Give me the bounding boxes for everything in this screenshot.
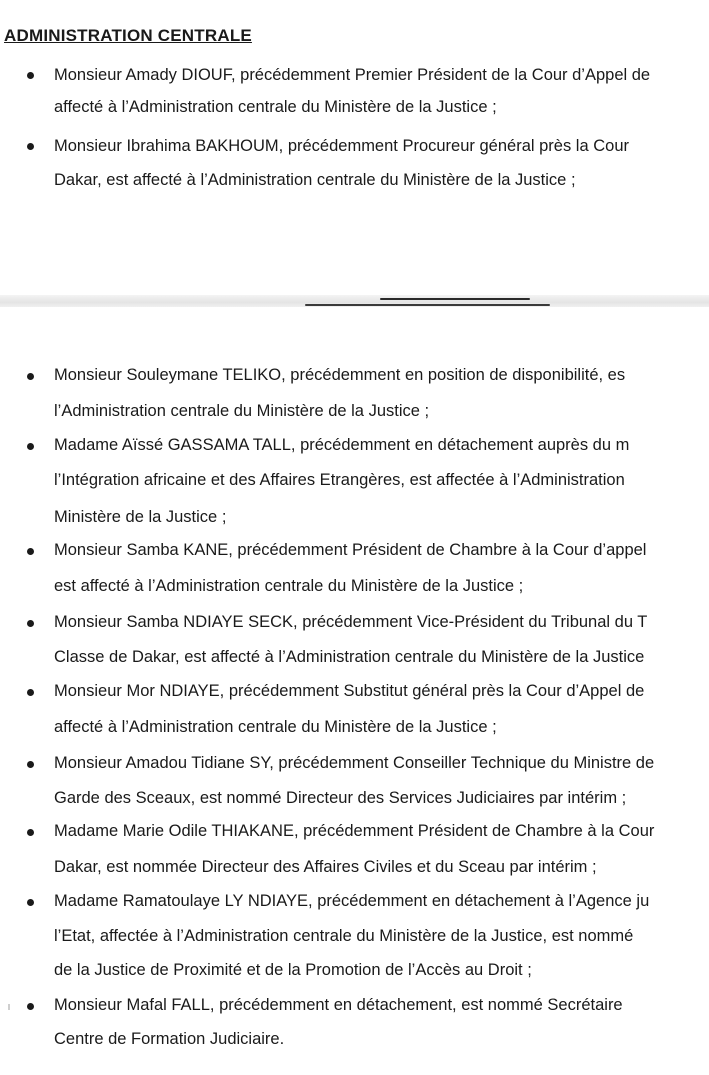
- item-line: Dakar, est nommée Directeur des Affaires Civiles et du Sceau par intérim ;: [54, 858, 597, 876]
- bullet-icon: [27, 899, 34, 906]
- list-item: [0, 612, 709, 672]
- item-line: l’Administration centrale du Ministère de la Justice ;: [54, 402, 430, 420]
- bullet-icon: [27, 761, 34, 768]
- item-line: affecté à l’Administration centrale du Ministère de la Justice ;: [54, 98, 497, 116]
- list-item: [0, 821, 709, 881]
- item-line: Monsieur Samba NDIAYE SECK, précédemment Vice-Président du Tribunal du T: [54, 613, 648, 631]
- bullet-icon: [27, 548, 34, 555]
- bullet-icon: [27, 373, 34, 380]
- item-line: Classe de Dakar, est affecté à l’Administration centrale du Ministère de la Justice: [54, 648, 645, 666]
- list-item: [0, 365, 709, 425]
- bullet-icon: [27, 72, 34, 79]
- item-line: Monsieur Mor NDIAYE, précédemment Substitut général près la Cour d’Appel de: [54, 682, 645, 700]
- item-line: Monsieur Souleymane TELIKO, précédemment en position de disponibilité, es: [54, 366, 626, 384]
- list-item: [0, 60, 709, 120]
- bullet-icon: [27, 143, 34, 150]
- bullet-icon: [27, 620, 34, 627]
- item-line: Ministère de la Justice ;: [54, 508, 227, 526]
- list-item: [0, 540, 709, 600]
- item-line: Madame Ramatoulaye LY NDIAYE, précédemment en détachement à l’Agence ju: [54, 892, 650, 910]
- item-line: Monsieur Samba KANE, précédemment Président de Chambre à la Cour d’appel: [54, 541, 647, 559]
- item-line: Dakar, est affecté à l’Administration centrale du Ministère de la Justice ;: [54, 171, 576, 189]
- bullet-icon: [27, 443, 34, 450]
- item-line: Garde des Sceaux, est nommé Directeur des Services Judiciaires par intérim ;: [54, 789, 627, 807]
- item-line: de la Justice de Proximité et de la Promotion de l’Accès au Droit ;: [54, 961, 532, 979]
- list-item: [0, 753, 709, 813]
- item-line: l’Etat, affectée à l’Administration centrale du Ministère de la Justice, est nommé: [54, 927, 634, 945]
- item-line: l’Intégration africaine et des Affaires Etrangères, est affectée à l’Administration: [54, 471, 625, 489]
- item-line: Madame Marie Odile THIAKANE, précédemment Président de Chambre à la Cour: [54, 822, 655, 840]
- item-line: Madame Aïssé GASSAMA TALL, précédemment en détachement auprès du m: [54, 436, 630, 454]
- bullet-icon: [27, 829, 34, 836]
- item-line: Monsieur Mafal FALL, précédemment en détachement, est nommé Secrétaire: [54, 996, 623, 1014]
- list-item: [0, 995, 709, 1055]
- item-line: Monsieur Amadou Tidiane SY, précédemment Conseiller Technique du Ministre de: [54, 754, 655, 772]
- item-line: affecté à l’Administration centrale du Ministère de la Justice ;: [54, 718, 497, 736]
- bullet-icon: [27, 689, 34, 696]
- section-heading: ADMINISTRATION CENTRALE: [4, 26, 252, 45]
- list-item: [0, 681, 709, 741]
- list-item: [0, 131, 709, 191]
- scan-speck: [8, 1004, 10, 1010]
- list-item: [0, 891, 709, 979]
- item-line: Monsieur Ibrahima BAKHOUM, précédemment Procureur général près la Cour: [54, 137, 629, 155]
- item-line: Centre de Formation Judiciaire.: [54, 1030, 285, 1048]
- item-line: est affecté à l’Administration centrale du Ministère de la Justice ;: [54, 577, 524, 595]
- item-line: Monsieur Amady DIOUF, précédemment Premier Président de la Cour d’Appel de: [54, 66, 651, 84]
- divider-stroke: [305, 304, 550, 306]
- page-divider: [0, 295, 709, 307]
- bullet-icon: [27, 1003, 34, 1010]
- list-item: [0, 435, 709, 526]
- divider-stroke: [380, 298, 530, 300]
